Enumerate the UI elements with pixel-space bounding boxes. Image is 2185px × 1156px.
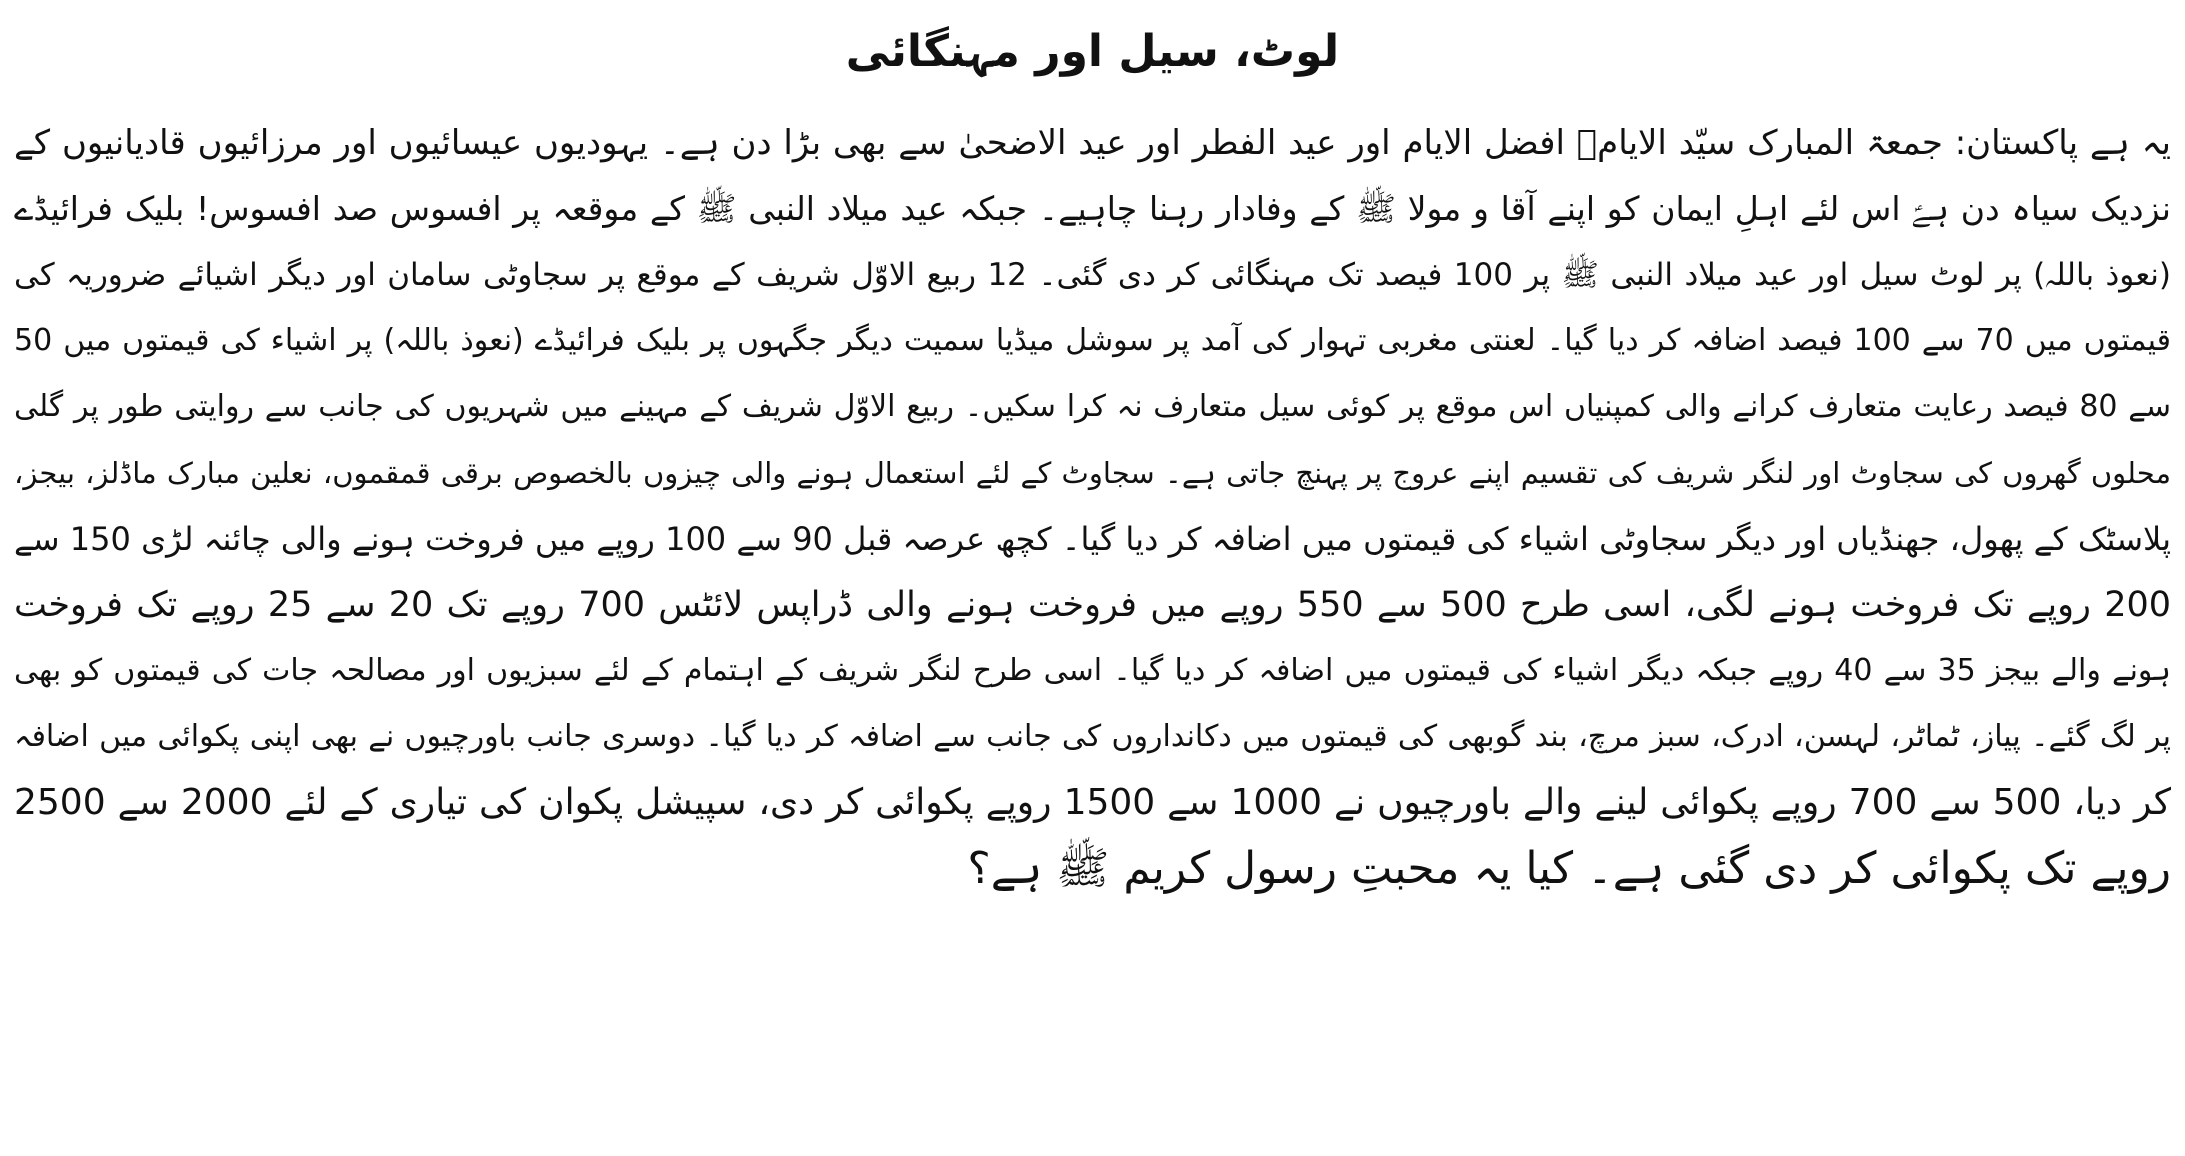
article-line: روپے تک پکوائی کر دی گئی ہے۔ کیا یہ محبتِ رسول کریم ﷺ ہے؟ (967, 843, 2171, 894)
article-line: سے 80 فیصد رعایت متعارف کرانے والی کمپنیاں اس موقع پر کوئی سیل متعارف نہ کرا سکیں۔ ربیع الاوّل شریف کے مہینے میں شہریوں کی جانب سے روایتی طور پر گلی (14, 389, 2171, 424)
article-line: 200 روپے تک فروخت ہونے لگی، اسی طرح 500 سے 550 روپے میں فروخت ہونے والی ڈراپس لائٹس 700 روپے تک 20 سے 25 روپے تک فروخت (14, 585, 2171, 625)
article-line: محلوں گھروں کی سجاوٹ اور لنگر شریف کی تقسیم اپنے عروج پر پہنچ جاتی ہے۔ سجاوٹ کے لئے استعمال ہونے والی چیزوں بالخصوص برقی قمقموں، نعلین مبارک ماڈلز، بیجز، (14, 456, 2171, 490)
article-line: پلاسٹک کے پھول، جھنڈیاں اور دیگر سجاوٹی اشیاء کی قیمتوں میں اضافہ کر دیا گیا۔ کچھ عرصہ قبل 90 سے 100 روپے میں فروخت ہونے والی چائنہ لڑی 150 سے (14, 520, 2171, 558)
article-line: نزدیک سیاہ دن ہےؑ اس لئے اہلِ ایمان کو اپنے آقا و مولا ﷺ کے وفادار رہنا چاہیے۔ جبکہ عید میلاد النبی ﷺ کے موقعہ پر افسوس صد افسوس! بلیک فرائیڈے (14, 189, 2171, 228)
article-title: لوٹ، سیل اور مہنگائی (845, 26, 1340, 77)
article-line: (نعوذ باللہ) پر لوٹ سیل اور عید میلاد النبی ﷺ پر 100 فیصد تک مہنگائی کر دی گئی۔ 12 ربیع الاوّل شریف کے موقع پر سجاوٹی سامان اور دیگر اشیائے ضروریہ کی (14, 257, 2171, 293)
article-line: یہ ہے پاکستان: جمعۃ المبارک سیّد الایامؑ افضل الایام اور عید الفطر اور عید الاضحیٰ سے بھی بڑا دن ہے۔ یہودیوں عیسائیوں اور مرزائیوں قادیانیوں کے (14, 123, 2171, 163)
article-line: ہونے والے بیجز 35 سے 40 روپے جبکہ دیگر اشیاء کی قیمتوں میں اضافہ کر دیا گیا۔ اسی طرح لنگر شریف کے اہتمام کے لئے سبزیوں اور مصالحہ جات کی قیمتوں کو بھی (14, 653, 2171, 688)
article-line: پر لگ گئے۔ پیاز، ٹماٹر، لہسن، ادرک، سبز مرچ، بند گوبھی کی قیمتوں میں دکانداروں کی جانب سے اضافہ کر دیا گیا۔ دوسری جانب باورچیوں نے بھی اپنی پکوائی میں اضافہ (14, 719, 2171, 754)
article-body (14, 110, 2171, 902)
article-line: کر دیا، 500 سے 700 روپے پکوائی لینے والے باورچیوں نے 1000 سے 1500 روپے پکوائی کر دی، سپیشل پکوان کی تیاری کے لئے 2000 سے 2500 (14, 782, 2171, 823)
article-line: قیمتوں میں 70 سے 100 فیصد اضافہ کر دیا گیا۔ لعنتی مغربی تہوار کی آمد پر سوشل میڈیا سمیت دیگر جگہوں پر بلیک فرائیڈے (نعوذ باللہ) پر اشیاء کی قیمتوں میں 50 (14, 323, 2171, 358)
